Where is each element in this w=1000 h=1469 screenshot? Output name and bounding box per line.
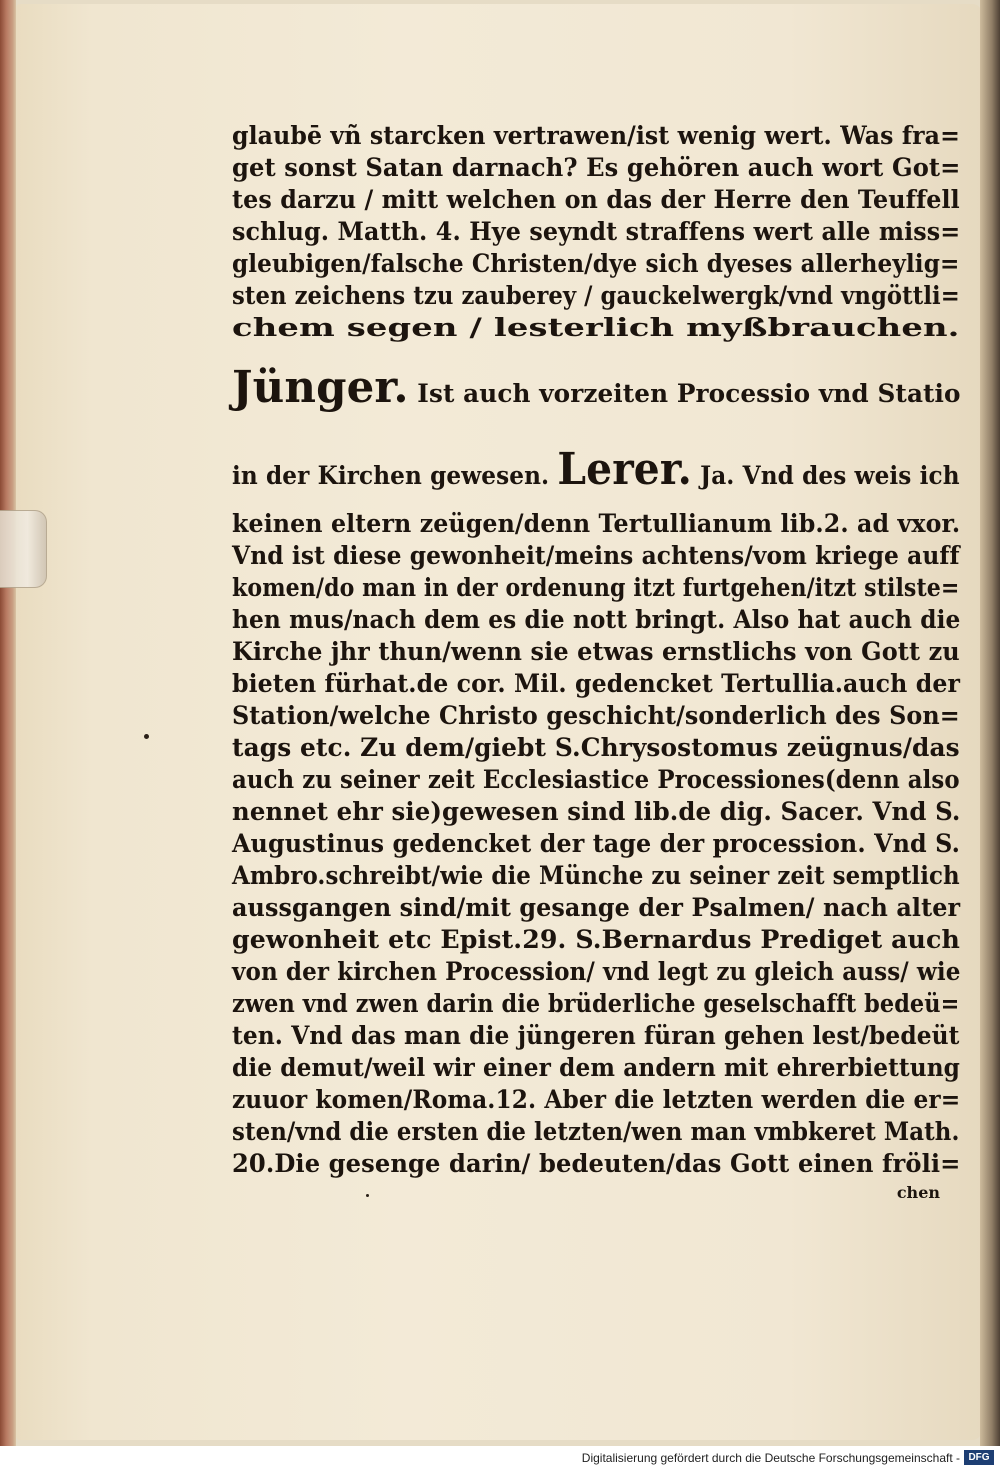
text-line: keinen eltern zeügen/denn Tertullianum lib.2. ad vxor. — [232, 509, 961, 538]
text-line: schlug. Matth. 4. Hye seyndt straffens wert alle miss= — [232, 217, 961, 246]
right-page-shadow — [980, 0, 1000, 1446]
text-line: von der kirchen Procession/ vnd legt zu gleich auss/ wie — [232, 957, 961, 986]
text-run: Ja. Vnd des weis ich — [700, 461, 960, 490]
text-line: 20.Die gesenge darin/ bedeuten/das Gott einen fröli= — [232, 1149, 961, 1178]
text-line: glaubē vñ starcken vertrawen/ist wenig wert. Was fra= — [232, 121, 960, 150]
text-line: Augustinus gedencket der tage der procession. Vnd S. — [232, 829, 960, 858]
text-line: chem segen / lesterlich myßbrauchen. — [232, 313, 960, 342]
speaker-juenger: Jünger. — [232, 362, 409, 413]
text-line: komen/do man in der ordenung itzt furtgehen/itzt stilste= — [232, 573, 960, 602]
text-line: gleubigen/falsche Christen/dye sich dyeses allerheylig= — [232, 249, 960, 278]
text-line: Vnd ist diese gewonheit/meins achtens/vom kriege auff — [232, 541, 960, 570]
text-run: in der Kirchen gewesen. — [232, 461, 550, 490]
dialogue-line-juenger — [232, 350, 963, 426]
book-binding-edge — [0, 0, 16, 1446]
text-line: nennet ehr sie)gewesen sind lib.de dig. Sacer. Vnd S. — [232, 797, 961, 826]
dialogue-line-lerer — [232, 432, 960, 508]
text-line: sten zeichens tzu zauberey / gauckelwergk/vnd vngöttli= — [232, 281, 960, 310]
speaker-lerer: Lerer. — [557, 444, 692, 495]
text-line: die demut/weil wir einer dem andern mit ehrerbiettung — [232, 1053, 961, 1082]
text-line: gewonheit etc Epist.29. S.Bernardus Prediget auch — [232, 925, 960, 954]
page-clip — [0, 510, 47, 588]
text-line: tes darzu / mitt welchen on das der Herre den Teuffell — [232, 185, 960, 214]
text-line: zuuor komen/Roma.12. Aber die letzten werden die er= — [232, 1085, 961, 1114]
text-line: hen mus/nach dem es die nott bringt. Also hat auch die — [232, 605, 961, 634]
text-run: Ist auch vorzeiten Processio vnd Statio — [417, 379, 961, 408]
ink-dot — [144, 734, 149, 739]
text-line: auch zu seiner zeit Ecclesiastice Processiones(denn also — [232, 765, 960, 794]
text-line: get sonst Satan darnach? Es gehören auch wort Got= — [232, 153, 961, 182]
text-line: sten/vnd die ersten die letzten/wen man vmbkeret Math. — [232, 1117, 960, 1146]
text-line: bieten fürhat.de cor. Mil. gedencket Tertullia.auch der — [232, 669, 961, 698]
catchword: chen — [896, 1183, 940, 1202]
funding-credit: Digitalisierung gefördert durch die Deutsche Forschungsgemeinschaft - — [581, 1451, 960, 1465]
text-line: zwen vnd zwen darin die brüderliche geselschafft bedeü= — [232, 989, 960, 1018]
text-line: tags etc. Zu dem/giebt S.Chrysostomus zeügnus/das — [232, 733, 960, 762]
text-line: Kirche jhr thun/wenn sie etwas ernstlichs von Gott zu — [232, 637, 960, 666]
text-line: Ambro.schreibt/wie die Münche zu seiner zeit semptlich — [232, 861, 960, 890]
fraktur-text-block — [232, 120, 972, 1206]
text-line: ten. Vnd das man die jüngeren füran gehen lest/bedeüt — [232, 1021, 960, 1050]
text-line: Station/welche Christo geschicht/sonderlich des Son= — [232, 701, 960, 730]
text-line: aussgangen sind/mit gesange der Psalmen/ nach alter — [232, 893, 961, 922]
dfg-logo: DFG — [964, 1450, 994, 1465]
footer-bar — [0, 1446, 1000, 1469]
